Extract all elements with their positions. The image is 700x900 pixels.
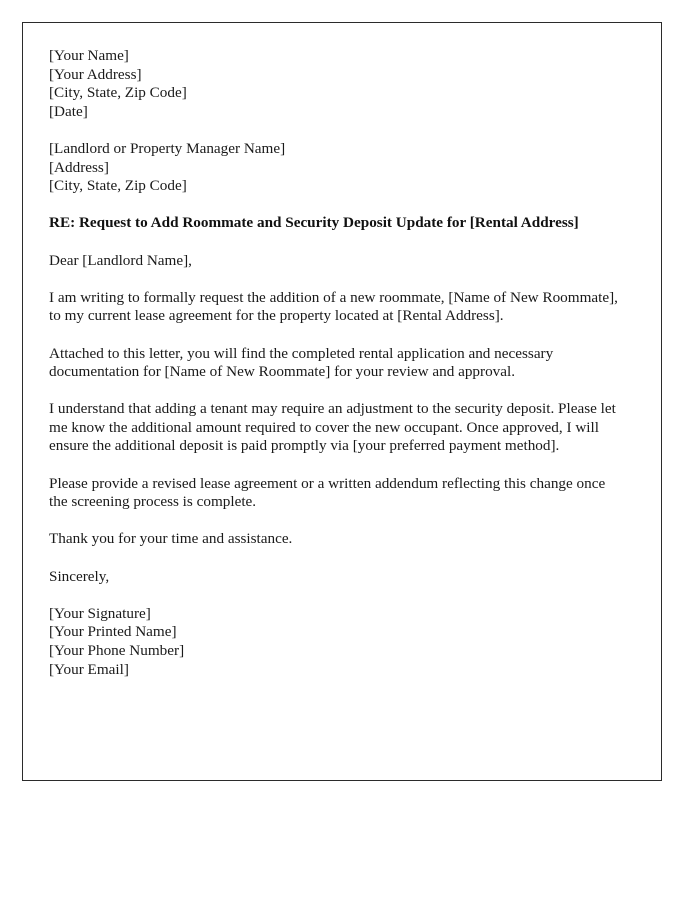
sender-line: [Your Name] <box>49 47 129 64</box>
recipient-line: [City, State, Zip Code] <box>49 177 187 195</box>
block-spacer <box>49 512 623 531</box>
recipient-line: [Landlord or Property Manager Name] <box>49 139 286 157</box>
block-spacer <box>49 586 623 605</box>
recipient-line: [Address] <box>49 158 109 176</box>
closing-salutation: Sincerely, <box>49 567 110 585</box>
block-spacer <box>49 270 623 289</box>
letter-body <box>49 47 623 679</box>
signature-line: [Your Printed Name] <box>49 623 177 641</box>
block-spacer <box>49 233 623 252</box>
salutation: Dear [Landlord Name], <box>49 251 192 269</box>
block-spacer <box>49 456 623 475</box>
sender-line: [Your Address] <box>49 65 142 83</box>
body-paragraph: Thank you for your time and assistance. <box>49 530 293 548</box>
signature-line: [Your Signature] <box>49 604 151 622</box>
block-spacer <box>49 196 623 215</box>
sender-line: [Date] <box>49 102 88 120</box>
body-paragraph: Please provide a revised lease agreement or a written addendum reflecting this change once the screening process is complete. <box>49 474 606 511</box>
recipient-address-block <box>49 140 623 196</box>
block-spacer <box>49 549 623 568</box>
block-spacer <box>49 326 623 345</box>
body-paragraph: Attached to this letter, you will find the completed rental application and necessary documentation for [Name of New Roommate] for your review and approval. <box>49 344 554 381</box>
signature-line: [Your Phone Number] <box>49 642 185 659</box>
document-page-border <box>22 22 662 781</box>
signature-block <box>49 605 623 679</box>
block-spacer <box>49 382 623 401</box>
sender-line: [City, State, Zip Code] <box>49 84 187 102</box>
body-paragraph: I am writing to formally request the addition of a new roommate, [Name of New Roommate], to my current lease agreement for the property located at [Rental Address]. <box>49 288 618 325</box>
block-spacer <box>49 121 623 140</box>
body-paragraph: I understand that adding a tenant may require an adjustment to the security deposit. Please let me know the additional amount required to cover the new occupant. Once approved, I will ensure the additional deposit is paid promptly via [your preferred payment method]. <box>49 400 616 455</box>
signature-line: [Your Email] <box>49 660 129 678</box>
sender-address-block <box>49 47 623 121</box>
subject-line: RE: Request to Add Roommate and Security Deposit Update for [Rental Address] <box>49 214 579 232</box>
